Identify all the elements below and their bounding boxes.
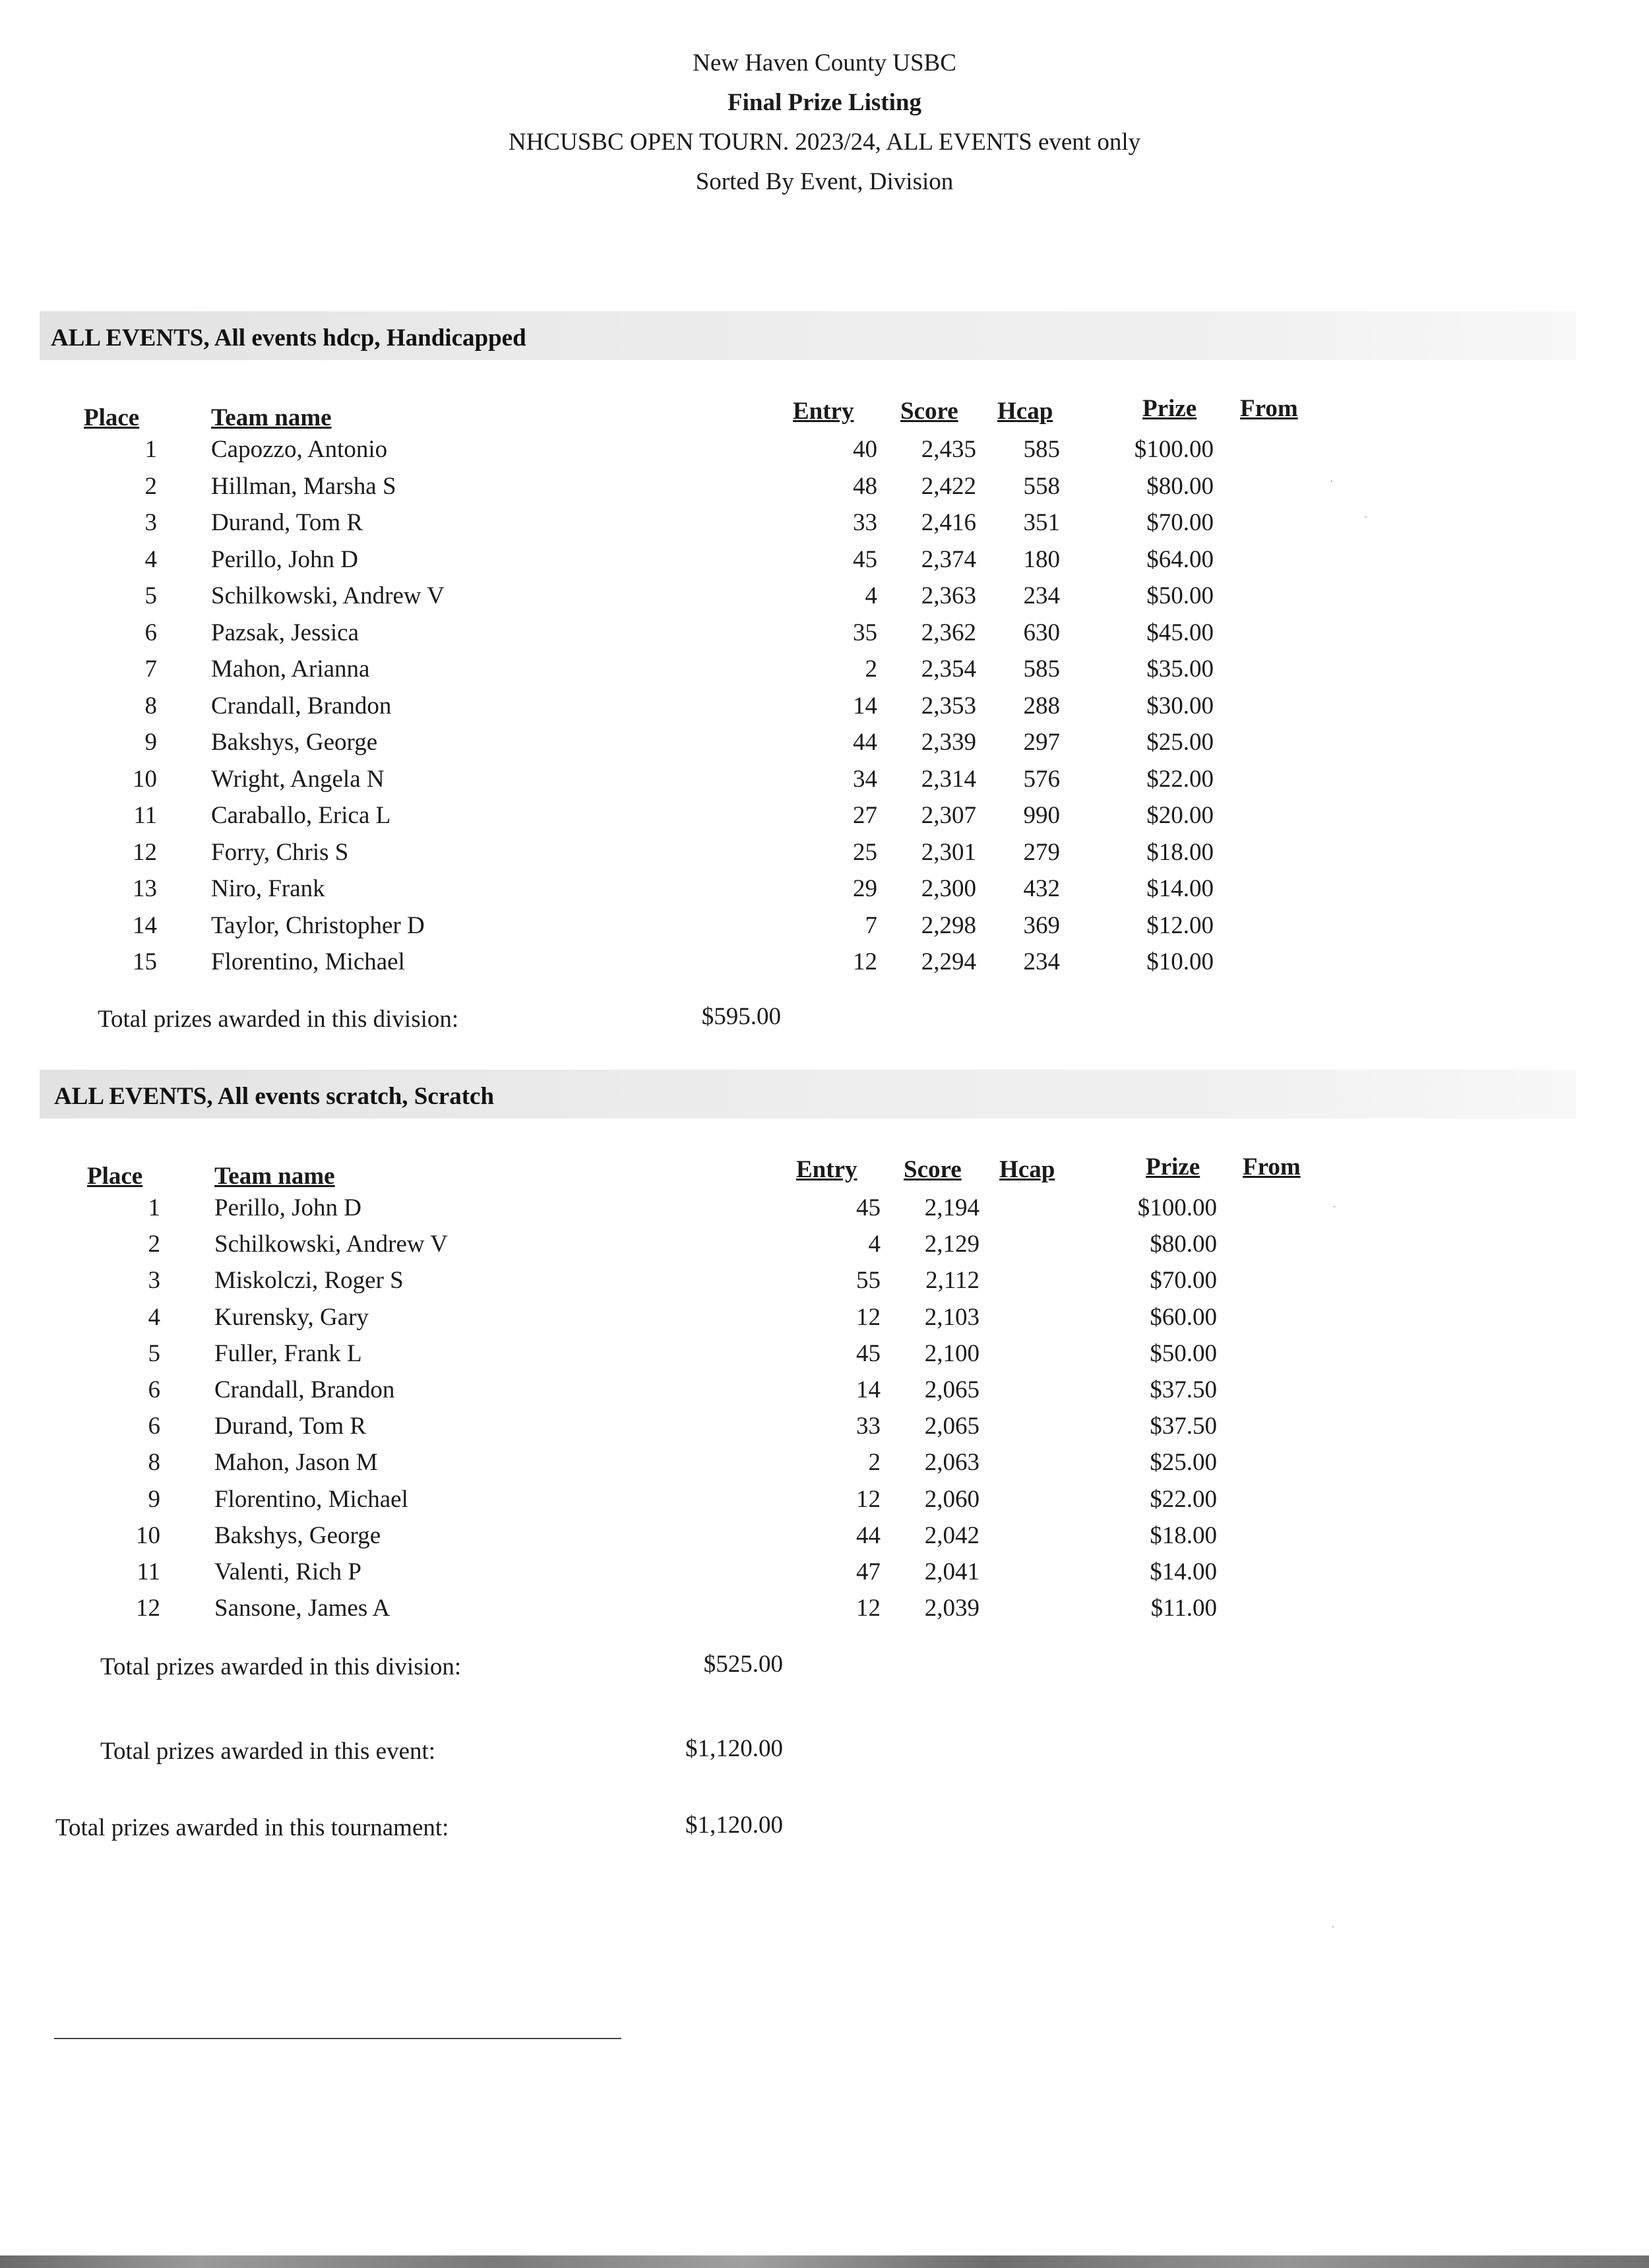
division-total-label-scratch: Total prizes awarded in this division: [100,1653,462,1680]
team-name-cell: Perillo, John D [211,545,359,573]
hcap-cell: 432 [1023,875,1060,902]
col-prize: Prize [1146,1153,1200,1180]
hcap-cell: 585 [1023,656,1060,683]
team-name-cell: Wright, Angela N [211,765,385,793]
scan-edge-artifact [0,2255,1649,2268]
score-cell: 2,194 [924,1194,980,1221]
entry-cell: 14 [853,692,877,720]
team-name-cell: Forry, Chris S [211,838,349,866]
entry-cell: 12 [856,1595,881,1622]
place-cell: 10 [136,1521,160,1549]
col-prize: Prize [1142,395,1197,422]
report-title: Final Prize Listing [728,89,921,116]
hcap-cell: 990 [1023,802,1060,829]
prize-cell: $14.00 [1146,875,1214,902]
hcap-cell: 351 [1023,509,1060,536]
col-hcap: Hcap [999,1156,1055,1183]
prize-cell: $20.00 [1146,802,1214,829]
score-cell: 2,416 [921,509,976,536]
team-name-cell: Sansone, James A [214,1595,390,1622]
table-row [3,1558,1649,1594]
table-row [3,1485,1649,1521]
prize-cell: $25.00 [1146,729,1214,756]
team-name-cell: Niro, Frank [211,875,325,902]
team-name-cell: Durand, Tom R [214,1413,367,1440]
place-cell: 13 [133,875,157,902]
team-name-cell: Caraballo, Erica L [211,802,391,829]
entry-cell: 7 [865,911,877,939]
entry-cell: 47 [856,1558,881,1585]
entry-cell: 25 [853,838,877,866]
score-cell: 2,042 [924,1521,980,1549]
entry-cell: 2 [868,1449,881,1477]
event-total-label: Total prizes awarded in this event: [100,1738,436,1765]
team-name-cell: Bakshys, George [214,1521,381,1549]
team-name-cell: Durand, Tom R [211,509,363,536]
col-from: From [1240,395,1298,422]
entry-cell: 55 [856,1267,881,1295]
prize-cell: $50.00 [1150,1339,1217,1367]
place-cell: 6 [148,1376,160,1403]
score-cell: 2,374 [921,545,976,573]
entry-cell: 29 [853,875,877,902]
table-row [3,1194,1649,1230]
place-cell: 11 [133,802,157,829]
table-row [0,619,1649,655]
report-header [0,44,1649,202]
division-total-amount-handicapped: $595.00 [701,1003,781,1030]
table-row [0,765,1649,801]
score-cell: 2,294 [921,948,976,975]
prize-cell: $70.00 [1146,509,1214,536]
entry-cell: 2 [865,656,877,683]
table-row [0,655,1649,691]
hcap-cell: 279 [1023,838,1060,866]
team-name-cell: Fuller, Frank L [214,1339,362,1367]
place-cell: 2 [148,1231,160,1258]
division-total-amount-scratch: $525.00 [703,1651,783,1678]
scan-speck: · [1364,512,1368,523]
org-name: New Haven County USBC [693,49,956,77]
col-entry: Entry [793,398,854,425]
team-name-cell: Schilkowski, Andrew V [214,1231,448,1258]
entry-cell: 33 [853,509,877,536]
place-cell: 1 [148,1194,160,1221]
table-row [3,1266,1649,1303]
table-row [3,1412,1649,1448]
place-cell: 5 [144,582,157,609]
table-row [0,692,1649,728]
team-name-cell: Kurensky, Gary [214,1303,369,1331]
col-team-name: Team name [214,1163,335,1190]
score-cell: 2,039 [924,1595,980,1622]
place-cell: 3 [144,509,157,536]
hcap-cell: 288 [1023,692,1060,720]
entry-cell: 12 [856,1303,881,1331]
col-from: From [1243,1153,1301,1180]
score-cell: 2,435 [921,436,976,463]
score-cell: 2,422 [921,472,976,500]
score-cell: 2,129 [924,1231,980,1258]
table-row [0,508,1649,545]
prize-cell: $100.00 [1134,436,1214,463]
place-cell: 12 [133,838,157,866]
entry-cell: 12 [853,948,877,975]
team-name-cell: Hillman, Marsha S [211,472,396,500]
table-row [0,838,1649,874]
place-cell: 6 [144,619,157,646]
hcap-cell: 630 [1023,619,1060,646]
place-cell: 6 [148,1413,160,1440]
prize-cell: $14.00 [1150,1558,1217,1585]
entry-cell: 14 [856,1376,881,1403]
team-name-cell: Pazsak, Jessica [211,619,359,646]
prize-cell: $25.00 [1150,1449,1217,1477]
hcap-cell: 297 [1023,729,1060,756]
hcap-cell: 234 [1023,582,1060,609]
entry-cell: 4 [868,1231,881,1258]
event-total-amount: $1,120.00 [685,1735,783,1762]
team-name-cell: Taylor, Christopher D [211,911,425,939]
team-name-cell: Crandall, Brandon [211,692,392,720]
entry-cell: 45 [856,1194,881,1221]
team-name-cell: Valenti, Rich P [214,1558,362,1585]
signature-line [54,2038,621,2039]
place-cell: 5 [148,1339,160,1367]
place-cell: 9 [144,729,157,756]
place-cell: 8 [144,692,157,720]
entry-cell: 44 [853,729,877,756]
score-cell: 2,301 [921,838,976,866]
place-cell: 1 [144,436,157,463]
hcap-cell: 369 [1023,911,1060,939]
score-cell: 2,353 [921,692,976,720]
place-cell: 8 [148,1449,160,1477]
place-cell: 9 [148,1485,160,1513]
place-cell: 15 [133,948,157,975]
scan-speck: · [1330,476,1334,487]
tournament-total-label: Total prizes awarded in this tournament: [55,1814,449,1841]
table-row [0,728,1649,764]
score-cell: 2,103 [924,1303,980,1331]
place-cell: 4 [144,545,157,573]
table-row [3,1339,1649,1376]
table-row [0,948,1649,984]
col-place: Place [87,1163,143,1190]
prize-cell: $10.00 [1146,948,1214,975]
score-cell: 2,314 [921,765,976,793]
tournament-total-amount: $1,120.00 [685,1812,783,1839]
table-row [3,1521,1649,1558]
prize-cell: $18.00 [1146,838,1214,866]
hcap-cell: 180 [1023,545,1060,573]
entry-cell: 48 [853,472,877,500]
team-name-cell: Crandall, Brandon [214,1376,395,1403]
prize-cell: $35.00 [1146,656,1214,683]
score-cell: 2,100 [924,1339,980,1367]
table-row [3,1448,1649,1485]
score-cell: 2,363 [921,582,976,609]
hcap-cell: 576 [1023,765,1060,793]
prize-cell: $80.00 [1146,472,1214,500]
entry-cell: 33 [856,1413,881,1440]
prize-cell: $11.00 [1150,1595,1217,1622]
table-row [3,1594,1649,1630]
score-cell: 2,065 [924,1376,980,1403]
prize-cell: $22.00 [1150,1485,1217,1513]
prize-cell: $12.00 [1146,911,1214,939]
team-name-cell: Perillo, John D [214,1194,362,1221]
score-cell: 2,362 [921,619,976,646]
col-score: Score [904,1156,962,1183]
prize-cell: $50.00 [1146,582,1214,609]
entry-cell: 45 [853,545,877,573]
col-score: Score [900,398,958,425]
place-cell: 11 [137,1558,160,1585]
table-row [0,911,1649,948]
place-cell: 14 [133,911,157,939]
hcap-cell: 558 [1023,472,1060,500]
entry-cell: 40 [853,436,877,463]
scan-speck: · [1332,1202,1336,1213]
report-subtitle: NHCUSBC OPEN TOURN. 2023/24, ALL EVENTS event only [508,129,1141,156]
prize-cell: $30.00 [1146,692,1214,720]
score-cell: 2,307 [921,802,976,829]
team-name-cell: Bakshys, George [211,729,378,756]
place-cell: 10 [133,765,157,793]
entry-cell: 34 [853,765,877,793]
score-cell: 2,065 [924,1413,980,1440]
team-name-cell: Capozzo, Antonio [211,436,388,463]
place-cell: 2 [144,472,157,500]
place-cell: 7 [144,656,157,683]
team-name-cell: Mahon, Jason M [214,1449,378,1477]
prize-cell: $22.00 [1146,765,1214,793]
team-name-cell: Mahon, Arianna [211,656,370,683]
hcap-cell: 234 [1023,948,1060,975]
table-row [3,1230,1649,1266]
prize-cell: $70.00 [1150,1267,1217,1295]
table-row [0,801,1649,838]
entry-cell: 4 [865,582,877,609]
score-cell: 2,063 [924,1449,980,1477]
prize-cell: $60.00 [1150,1303,1217,1331]
entry-cell: 44 [856,1521,881,1549]
prize-cell: $80.00 [1150,1231,1217,1258]
col-entry: Entry [796,1156,857,1183]
col-team-name: Team name [211,404,332,431]
score-cell: 2,298 [921,911,976,939]
table-row [0,435,1649,472]
division-title-scratch: ALL EVENTS, All events scratch, Scratch [54,1083,495,1110]
place-cell: 3 [148,1267,160,1295]
division-title-handicapped: ALL EVENTS, All events hdcp, Handicapped [51,324,526,352]
report-sort-note: Sorted By Event, Division [695,168,954,195]
table-row [3,1376,1649,1412]
table-row [0,545,1649,582]
scan-speck: · [1331,1922,1335,1933]
place-cell: 12 [136,1595,160,1622]
score-cell: 2,041 [924,1558,980,1585]
team-name-cell: Florentino, Michael [214,1485,408,1513]
place-cell: 4 [148,1303,160,1331]
entry-cell: 35 [853,619,877,646]
col-place: Place [84,404,140,431]
prize-cell: $100.00 [1137,1194,1217,1221]
division-bar-handicapped [40,311,1576,360]
prize-cell: $37.50 [1150,1376,1217,1403]
prize-cell: $64.00 [1146,545,1214,573]
table-row [0,582,1649,618]
score-cell: 2,060 [924,1485,980,1513]
entry-cell: 27 [853,802,877,829]
score-cell: 2,354 [921,656,976,683]
score-cell: 2,112 [925,1267,980,1295]
division-bar-scratch [40,1070,1576,1119]
prize-cell: $18.00 [1150,1521,1217,1549]
prize-cell: $45.00 [1146,619,1214,646]
col-hcap: Hcap [997,398,1053,425]
team-name-cell: Schilkowski, Andrew V [211,582,445,609]
score-cell: 2,300 [921,875,976,902]
table-row [0,874,1649,911]
entry-cell: 45 [856,1339,881,1367]
entry-cell: 12 [856,1485,881,1513]
score-cell: 2,339 [921,729,976,756]
table-row [0,472,1649,508]
team-name-cell: Florentino, Michael [211,948,405,975]
team-name-cell: Miskolczi, Roger S [214,1267,404,1295]
table-row [3,1303,1649,1339]
prize-cell: $37.50 [1150,1413,1217,1440]
hcap-cell: 585 [1023,436,1060,463]
division-total-label-handicapped: Total prizes awarded in this division: [98,1006,459,1033]
